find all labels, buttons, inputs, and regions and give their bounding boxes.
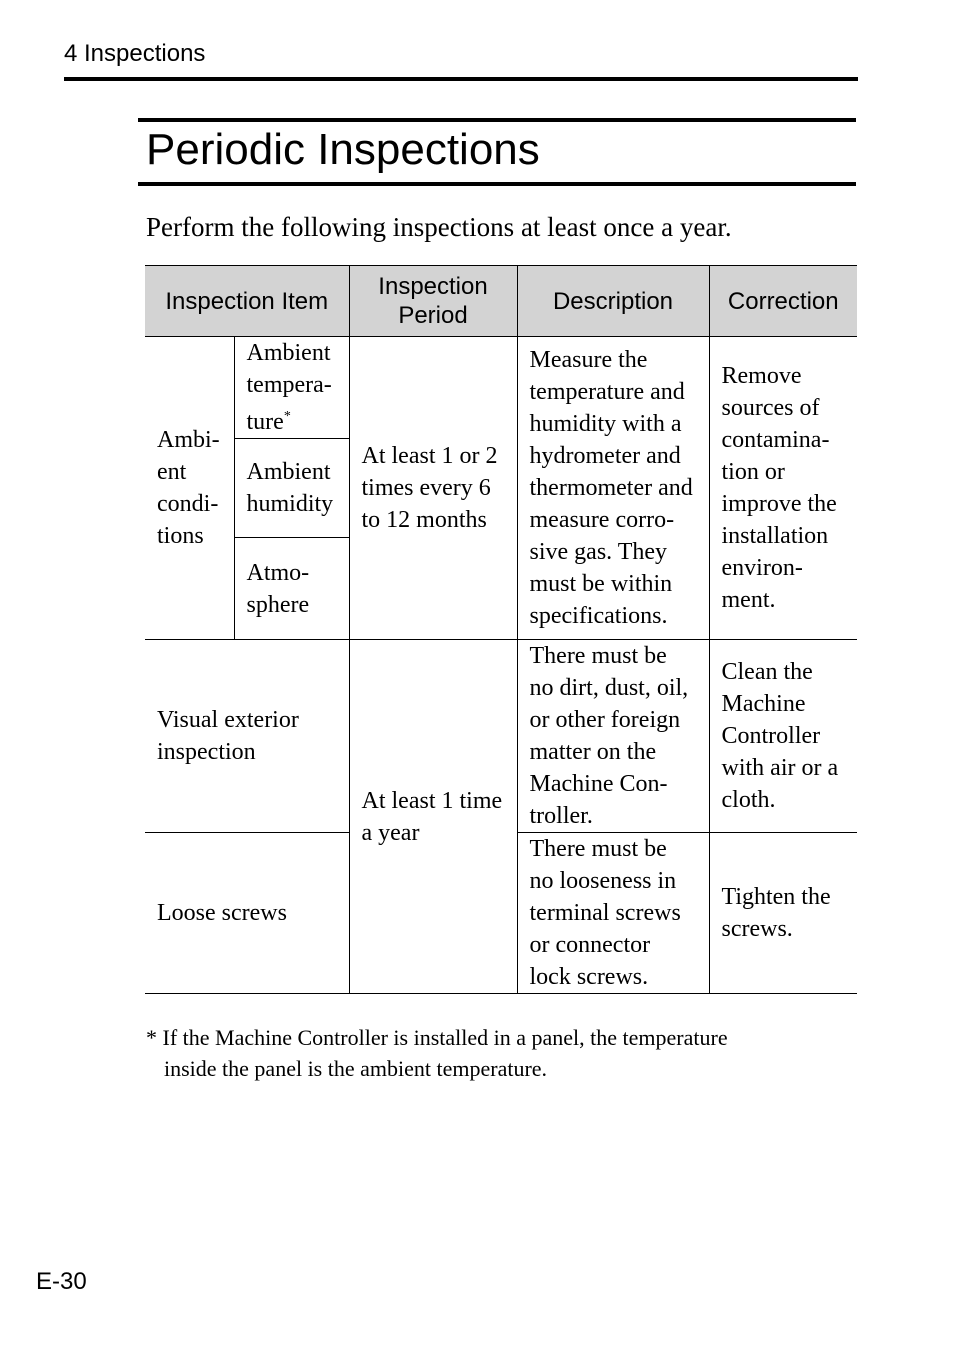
table-row-visual-exterior [145,640,857,833]
visual-description-text: There must be no dirt, dust, oil, or other foreign matter on the Machine Con- troller. [529,643,689,829]
visual-correction-text: Clean the Machine Controller with air or a cloth. [721,659,839,813]
visual-item-cell [145,640,349,833]
footnote-mark: * [283,409,291,424]
title-bottom-rule [138,182,856,186]
ambient-correction-text: Remove sources of contamina- tion or improve the installation environ- ment. [721,363,837,613]
ambient-conditions-text: Ambi- ent condi- tions [157,427,220,549]
atmosphere-cell [234,538,349,640]
ambient-period-text: At least 1 or 2 times every 6 to 12 months [361,443,498,533]
page-title: Periodic Inspections [146,125,540,174]
ambient-description-cell [517,337,709,640]
column-header-period [349,266,517,337]
column-header-period-line2: Period [398,302,468,329]
ambient-humidity-cell [234,439,349,538]
intro-text: Perform the following inspections at least once a year. [146,212,732,242]
column-header-description: Description [517,266,709,337]
ambient-period-cell [349,337,517,640]
section-header: 4 Inspections [64,40,206,67]
visual-item-text: Visual exterior inspection [157,707,299,765]
atmosphere-text: Atmo- sphere [246,559,310,618]
footnote [146,1022,728,1084]
shared-period-text: At least 1 time a year [361,787,503,846]
ambient-correction-cell [709,337,857,640]
page-number: E-30 [36,1268,87,1295]
header-rule [64,77,858,81]
screws-description-cell [517,833,709,994]
screws-item-text: Loose screws [157,900,287,926]
column-header-period-line1: Inspection [378,273,488,300]
footnote-line1: * If the Machine Controller is installed in a panel, the temperature [146,1025,728,1050]
ambient-temperature-cell [234,337,349,439]
screws-correction-cell [709,833,857,994]
ambient-humidity-text: Ambient humidity [246,459,334,517]
table-header-row [145,266,857,337]
ambient-description-text: Measure the temperature and humidity with a hydrometer and thermometer and measure corro- sive gas. They must be within specifications. [529,347,693,629]
visual-correction-cell [709,640,857,833]
screws-item-cell [145,833,349,994]
shared-period-cell [349,640,517,994]
column-header-correction: Correction [709,266,857,337]
title-top-rule [138,118,856,122]
ambient-temperature-text: Ambient tempera- ture [246,340,332,435]
ambient-conditions-label [145,337,234,640]
table-row-ambient-temperature [145,337,857,439]
inspection-table-wrapper [145,265,857,994]
visual-description-cell [517,640,709,833]
inspection-table [145,265,857,994]
screws-correction-text: Tighten the screws. [721,884,831,942]
footnote-line2: inside the panel is the ambient temperature. [164,1056,548,1081]
column-header-item: Inspection Item [145,266,349,337]
screws-description-text: There must be no looseness in terminal screws or connector lock screws. [529,836,681,990]
